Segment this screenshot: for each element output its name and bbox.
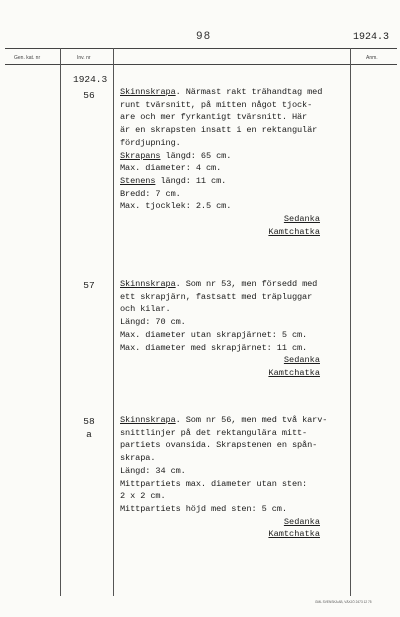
- location-text: Kamtchatka: [268, 529, 320, 540]
- year-label: 1924.3: [73, 74, 108, 85]
- entry-text: are och mer fyrkantigt tvärsnitt. Här: [120, 112, 308, 123]
- entry-term: Skinnskrapa: [120, 279, 176, 289]
- entry-text: Max. tjocklek: 2.5 cm.: [120, 201, 232, 212]
- entry-line: [120, 111, 348, 124]
- entry-line: [120, 303, 348, 316]
- entry-line: [120, 427, 348, 440]
- entry-line: [120, 291, 348, 304]
- entry-line: [120, 490, 348, 503]
- catalog-entry: [120, 414, 348, 541]
- inv-number-58-sub: a: [86, 429, 92, 440]
- column-divider-2: [113, 48, 114, 596]
- entry-text: runt tvärsnitt, på mitten något tjock-: [120, 99, 313, 110]
- location-region: [120, 367, 348, 380]
- entry-text: längd: 11 cm.: [155, 175, 227, 186]
- entry-line: [120, 478, 348, 491]
- entry-text: Mittpartiets max. diameter utan sten:: [120, 478, 308, 489]
- entry-text: partiets ovansida. Skrapstenen en spån-: [120, 440, 318, 451]
- entry-text: skrapa.: [120, 453, 156, 464]
- column-header-anm: Anm.: [366, 55, 378, 61]
- entry-text: . Som nr 56, men med två karv-: [175, 415, 328, 425]
- location-region: [120, 528, 348, 541]
- entry-line: [120, 124, 348, 137]
- column-divider-1: [60, 48, 61, 596]
- entry-line: [120, 137, 348, 150]
- entry-text: och kilar.: [120, 304, 171, 315]
- location-text: Sedanka: [283, 355, 320, 366]
- entry-text: 2 x 2 cm.: [120, 491, 166, 502]
- entry-text: Längd: 34 cm.: [120, 465, 186, 476]
- entry-term: Skinnskrapa: [120, 87, 176, 97]
- location-text: Kamtchatka: [268, 367, 320, 378]
- entry-line: [120, 162, 348, 175]
- entry-text: Max. diameter utan skrapjärnet: 5 cm.: [120, 329, 308, 340]
- entry-line: [120, 465, 348, 478]
- entry-text: fördjupning.: [120, 137, 181, 148]
- printer-footer: GML SVENSKA AB, VÄXJÖ 2473 12 75: [315, 600, 372, 604]
- entry-line: [120, 329, 348, 342]
- header-rule-top: [5, 48, 397, 49]
- entry-line: [120, 316, 348, 329]
- location-place: [120, 516, 348, 529]
- location-place: [120, 354, 348, 367]
- page-number: 98: [196, 31, 212, 43]
- column-header-inv: Inv. nr: [77, 55, 91, 61]
- entry-line: [120, 452, 348, 465]
- entry-line: [120, 150, 348, 163]
- inv-number-58: 58: [83, 416, 95, 427]
- inv-number-57: 57: [83, 280, 95, 291]
- location-text: Sedanka: [283, 516, 320, 527]
- entry-text: Längd: 70 cm.: [120, 317, 186, 328]
- entry-term: Skrapans: [120, 150, 161, 161]
- catalog-entry: [120, 278, 348, 380]
- location-region: [120, 226, 348, 239]
- entry-line: [120, 439, 348, 452]
- header-rule-bottom: [5, 64, 397, 65]
- entry-line: [120, 414, 348, 427]
- entry-text: längd: 65 cm.: [160, 150, 232, 161]
- column-header-gen-kat: Gen. kat. nr: [14, 55, 41, 61]
- entry-line: [120, 188, 348, 201]
- entry-text: är en skrapsten insatt i en rektangulär: [120, 125, 318, 136]
- entry-term: Skinnskrapa: [120, 415, 176, 425]
- entry-text: Max. diameter: 4 cm.: [120, 163, 222, 174]
- inv-number-56: 56: [83, 90, 95, 101]
- entry-text: . Som nr 53, men försedd med: [175, 279, 318, 289]
- entry-text: snittlinjer på det rektangulära mitt-: [120, 427, 308, 438]
- entry-term: Stenens: [120, 175, 156, 186]
- entry-text: . Närmast rakt trähandtag med: [175, 87, 323, 97]
- entry-line: [120, 200, 348, 213]
- location-text: Kamtchatka: [268, 226, 320, 237]
- page-date: 1924.3: [353, 32, 390, 43]
- entry-line: [120, 175, 348, 188]
- entry-text: Bredd: 7 cm.: [120, 188, 181, 199]
- catalog-entry: [120, 86, 348, 238]
- entry-line: [120, 278, 348, 291]
- column-divider-3: [350, 48, 351, 596]
- entry-line: [120, 503, 348, 516]
- entry-text: Max. diameter med skrapjärnet: 11 cm.: [120, 342, 308, 353]
- entry-line: [120, 342, 348, 355]
- location-text: Sedanka: [283, 214, 320, 225]
- entry-text: ett skrapjärn, fastsatt med träpluggar: [120, 291, 313, 302]
- entry-line: [120, 86, 348, 99]
- entry-line: [120, 99, 348, 112]
- entry-text: Mittpartiets höjd med sten: 5 cm.: [120, 503, 287, 514]
- location-place: [120, 213, 348, 226]
